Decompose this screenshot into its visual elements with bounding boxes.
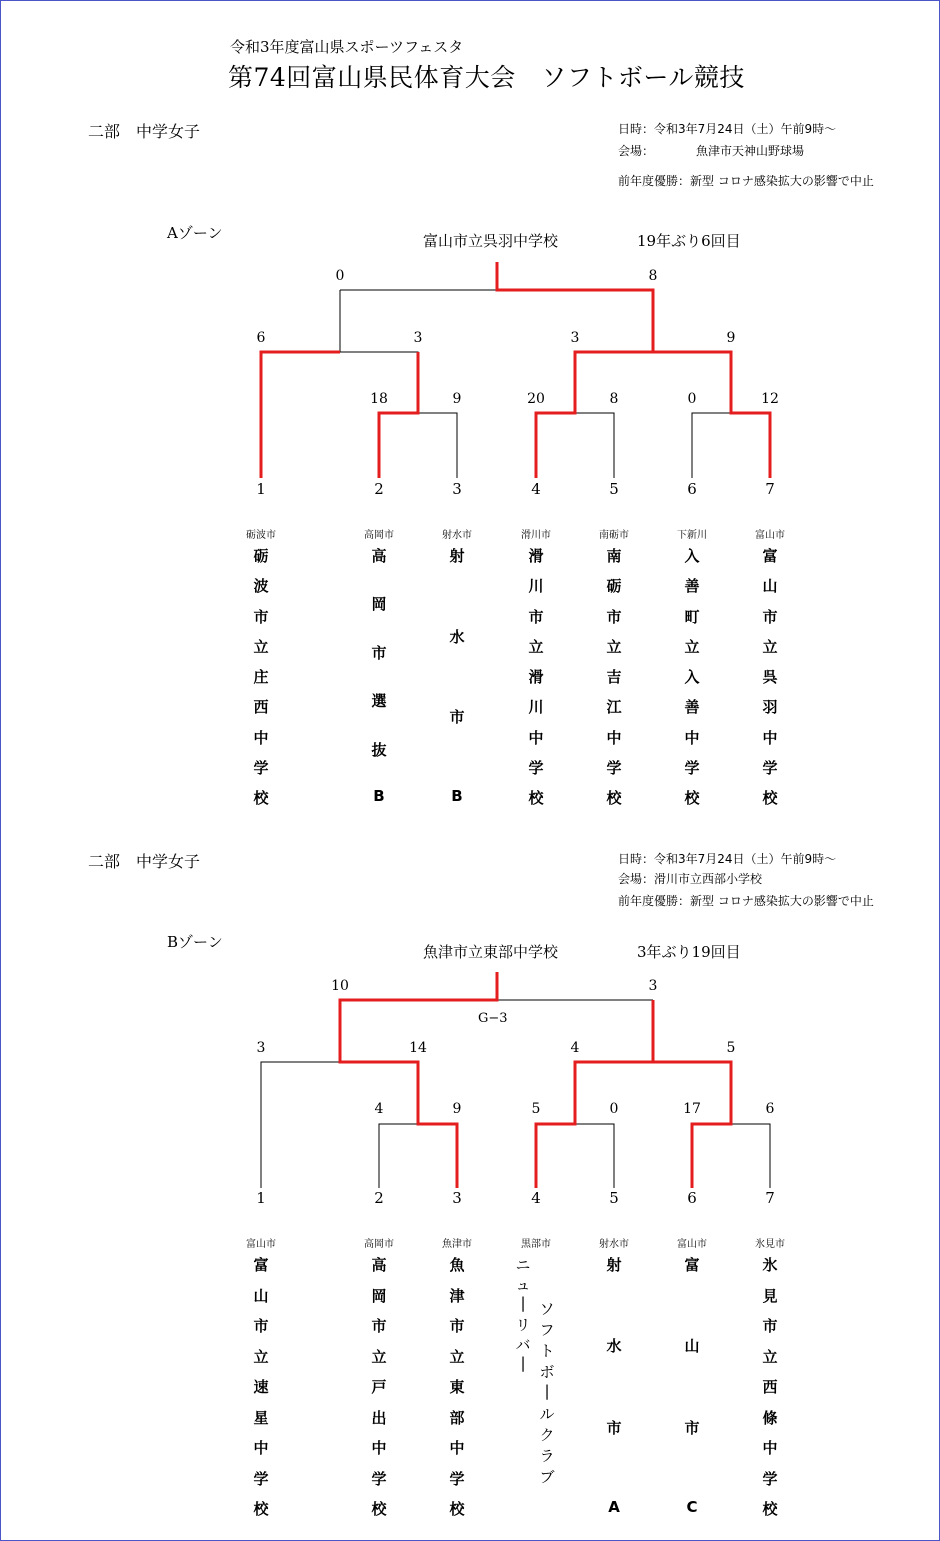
team-city: 砺波市 [246, 530, 276, 541]
score-first: 4 [374, 1101, 384, 1117]
seed-number: 5 [609, 1189, 619, 1207]
seed-number: 1 [256, 1189, 266, 1207]
team-city: 富山市 [677, 1239, 707, 1250]
champion-note: 3年ぶり19回目 [637, 943, 741, 961]
score-final-left: 10 [331, 978, 349, 994]
score-first: 0 [609, 1101, 619, 1117]
score-first: 17 [683, 1101, 701, 1117]
team-city: 黒部市 [521, 1239, 551, 1250]
score-first: 18 [370, 391, 388, 407]
section-title: 二部 中学女子 [88, 852, 201, 871]
seed-number: 3 [452, 1189, 462, 1207]
champion-note: 19年ぶり6回目 [637, 232, 741, 250]
seed-number: 7 [765, 1189, 775, 1207]
score-semi: 3 [256, 1040, 266, 1056]
game-label: G−3 [478, 1011, 508, 1026]
score-first: 12 [761, 391, 779, 407]
team-city: 下新川 [677, 530, 707, 541]
score-semi: 3 [570, 330, 580, 346]
venue-info: 会場： 魚津市天神山野球場 [618, 144, 805, 158]
score-semi: 4 [570, 1040, 580, 1056]
event-subtitle: 令和3年度富山県スポーツフェスタ [230, 38, 464, 56]
score-semi: 5 [726, 1040, 736, 1056]
team-city: 高岡市 [364, 1239, 394, 1250]
team-city: 富山市 [246, 1239, 276, 1250]
score-first: 20 [527, 391, 545, 407]
seed-number: 4 [531, 480, 541, 498]
champion-name: 富山市立呉羽中学校 [423, 232, 559, 250]
score-first: 0 [687, 391, 697, 407]
previous-winner-info: 前年度優勝：新型 コロナ感染拡大の影響で中止 [618, 174, 874, 188]
team-city: 魚津市 [442, 1239, 472, 1250]
score-first: 6 [765, 1101, 775, 1117]
score-first: 9 [452, 1101, 462, 1117]
score-semi: 6 [256, 330, 266, 346]
seed-number: 7 [765, 480, 775, 498]
team-city: 氷見市 [755, 1239, 785, 1250]
seed-number: 2 [374, 480, 384, 498]
tournament-title: 第74回富山県民体育大会 ソフトボール競技 [228, 63, 745, 92]
team-city: 富山市 [755, 530, 785, 541]
date-info: 日時：令和3年7月24日（土）午前9時～ [618, 122, 837, 136]
venue-info: 会場：滑川市立西部小学校 [618, 872, 763, 886]
team-city: 射水市 [599, 1239, 629, 1250]
team-city: 高岡市 [364, 530, 394, 541]
seed-number: 1 [256, 480, 266, 498]
team-city: 滑川市 [521, 530, 551, 541]
zone-label: Bゾーン [167, 933, 223, 951]
seed-number: 2 [374, 1189, 384, 1207]
team-city: 射水市 [442, 530, 472, 541]
score-semi: 9 [726, 330, 736, 346]
score-first: 9 [452, 391, 462, 407]
score-final-left: 0 [335, 268, 345, 284]
seed-number: 5 [609, 480, 619, 498]
seed-number: 6 [687, 1189, 697, 1207]
previous-winner-info: 前年度優勝：新型 コロナ感染拡大の影響で中止 [618, 894, 874, 908]
score-semi: 14 [409, 1040, 427, 1056]
seed-number: 3 [452, 480, 462, 498]
date-info: 日時：令和3年7月24日（土）午前9時～ [618, 852, 837, 866]
score-final-right: 3 [648, 978, 658, 994]
zone-label: Aゾーン [167, 224, 223, 242]
score-first: 5 [531, 1101, 541, 1117]
score-first: 8 [609, 391, 619, 407]
score-final-right: 8 [648, 268, 658, 284]
section-title: 二部 中学女子 [88, 122, 201, 141]
team-city: 南砺市 [599, 530, 629, 541]
seed-number: 4 [531, 1189, 541, 1207]
seed-number: 6 [687, 480, 697, 498]
champion-name: 魚津市立東部中学校 [423, 943, 559, 961]
score-semi: 3 [413, 330, 423, 346]
